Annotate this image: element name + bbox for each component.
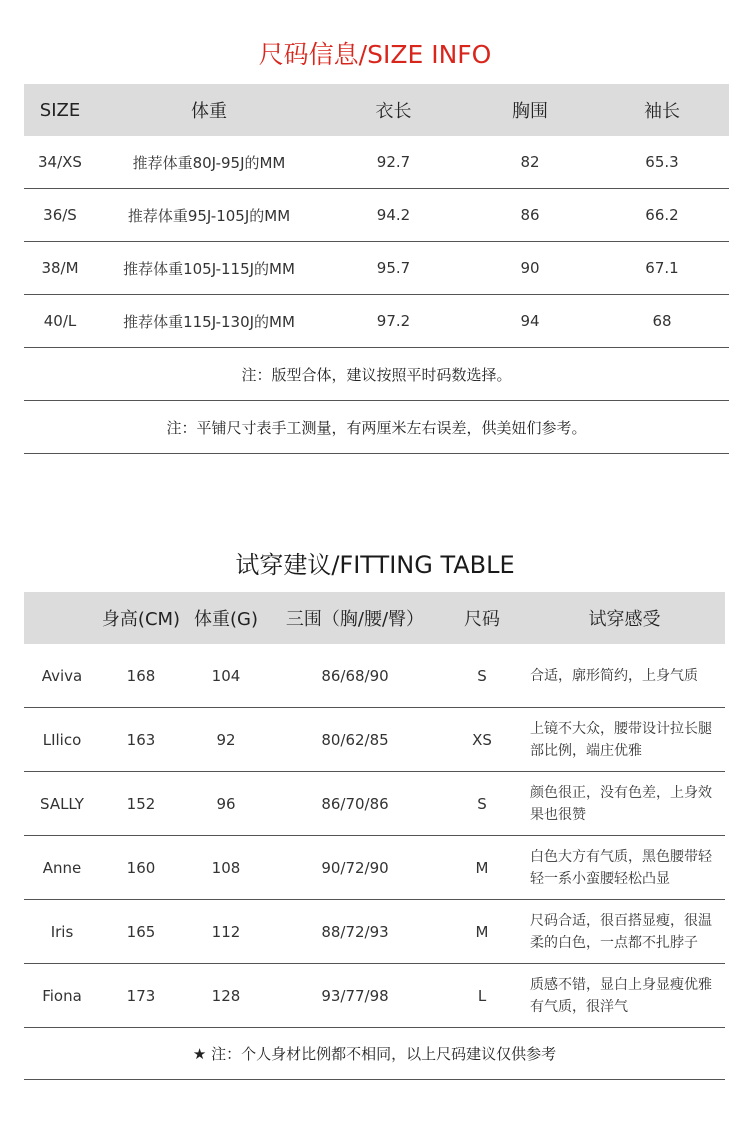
model-measurements: 90/72/90 — [270, 836, 440, 900]
length-cell: 92.7 — [322, 136, 465, 189]
model-measurements: 80/62/85 — [270, 708, 440, 772]
fitting-header-measurements: 三围（胸/腰/臀） — [270, 592, 440, 644]
model-measurements: 93/77/98 — [270, 964, 440, 1028]
model-height: 173 — [100, 964, 182, 1028]
fitting-table — [24, 592, 725, 1080]
bust-cell: 94 — [465, 295, 595, 348]
sleeve-cell: 67.1 — [595, 242, 729, 295]
size-row — [24, 189, 729, 242]
fitting-header-feel: 试穿感受 — [524, 592, 725, 644]
fitting-row — [24, 708, 725, 772]
model-size: S — [440, 644, 524, 708]
model-size: M — [440, 900, 524, 964]
model-weight: 104 — [182, 644, 270, 708]
model-weight: 92 — [182, 708, 270, 772]
fitting-row — [24, 964, 725, 1028]
weight-cell: 推荐体重105J-115J的MM — [96, 242, 322, 295]
fitting-header-row — [24, 592, 725, 644]
model-feel: 尺码合适，很百搭显瘦，很温柔的白色，一点都不扎脖子 — [524, 900, 725, 964]
size-cell: 34/XS — [24, 136, 96, 189]
size-cell: 40/L — [24, 295, 96, 348]
model-size: XS — [440, 708, 524, 772]
fitting-header-weight: 体重(G) — [182, 592, 270, 644]
model-weight: 112 — [182, 900, 270, 964]
size-info-title: 尺码信息/SIZE INFO — [258, 40, 492, 69]
size-row — [24, 242, 729, 295]
weight-cell: 推荐体重95J-105J的MM — [96, 189, 322, 242]
bust-cell: 86 — [465, 189, 595, 242]
size-row — [24, 295, 729, 348]
size-cell: 38/M — [24, 242, 96, 295]
size-header-weight: 体重 — [96, 84, 322, 136]
fitting-header-name — [24, 592, 100, 644]
model-weight: 96 — [182, 772, 270, 836]
model-height: 168 — [100, 644, 182, 708]
model-name: LIlico — [24, 708, 100, 772]
model-height: 163 — [100, 708, 182, 772]
fitting-note-row — [24, 1028, 725, 1080]
sleeve-cell: 68 — [595, 295, 729, 348]
model-feel: 质感不错，显白上身显瘦优雅有气质，很洋气 — [524, 964, 725, 1028]
fitting-row — [24, 644, 725, 708]
fitting-header-size: 尺码 — [440, 592, 524, 644]
size-header-bust: 胸围 — [465, 84, 595, 136]
length-cell: 95.7 — [322, 242, 465, 295]
weight-cell: 推荐体重80J-95J的MM — [96, 136, 322, 189]
weight-cell: 推荐体重115J-130J的MM — [96, 295, 322, 348]
model-name: Fiona — [24, 964, 100, 1028]
model-name: Iris — [24, 900, 100, 964]
model-measurements: 86/68/90 — [270, 644, 440, 708]
model-feel: 合适，廓形简约，上身气质 — [524, 644, 725, 708]
model-name: Aviva — [24, 644, 100, 708]
model-weight: 108 — [182, 836, 270, 900]
size-note-measure: 注：平铺尺寸表手工测量，有两厘米左右误差，供美妞们参考。 — [24, 401, 729, 454]
size-row — [24, 136, 729, 189]
sleeve-cell: 65.3 — [595, 136, 729, 189]
size-header-sleeve: 袖长 — [595, 84, 729, 136]
bust-cell: 90 — [465, 242, 595, 295]
model-weight: 128 — [182, 964, 270, 1028]
length-cell: 97.2 — [322, 295, 465, 348]
model-size: M — [440, 836, 524, 900]
size-note-row — [24, 348, 729, 401]
model-name: Anne — [24, 836, 100, 900]
model-size: S — [440, 772, 524, 836]
model-size: L — [440, 964, 524, 1028]
size-note-row — [24, 401, 729, 454]
model-measurements: 86/70/86 — [270, 772, 440, 836]
size-info-table — [24, 84, 729, 454]
model-feel: 上镜不大众，腰带设计拉长腿部比例，端庄优雅 — [524, 708, 725, 772]
length-cell: 94.2 — [322, 189, 465, 242]
size-cell: 36/S — [24, 189, 96, 242]
size-note-fit: 注：版型合体，建议按照平时码数选择。 — [24, 348, 729, 401]
size-header-size: SIZE — [24, 84, 96, 136]
fitting-note: ★ 注：个人身材比例都不相同，以上尺码建议仅供参考 — [24, 1028, 725, 1080]
model-feel: 白色大方有气质，黑色腰带轻轻一系小蛮腰轻松凸显 — [524, 836, 725, 900]
model-measurements: 88/72/93 — [270, 900, 440, 964]
model-height: 165 — [100, 900, 182, 964]
model-name: SALLY — [24, 772, 100, 836]
sleeve-cell: 66.2 — [595, 189, 729, 242]
model-height: 152 — [100, 772, 182, 836]
fitting-row — [24, 772, 725, 836]
size-header-length: 衣长 — [322, 84, 465, 136]
size-header-row — [24, 84, 729, 136]
fitting-header-height: 身高(CM) — [100, 592, 182, 644]
bust-cell: 82 — [465, 136, 595, 189]
fitting-table-title: 试穿建议/FITTING TABLE — [235, 551, 515, 579]
fitting-row — [24, 900, 725, 964]
model-height: 160 — [100, 836, 182, 900]
fitting-row — [24, 836, 725, 900]
model-feel: 颜色很正，没有色差，上身效果也很赞 — [524, 772, 725, 836]
